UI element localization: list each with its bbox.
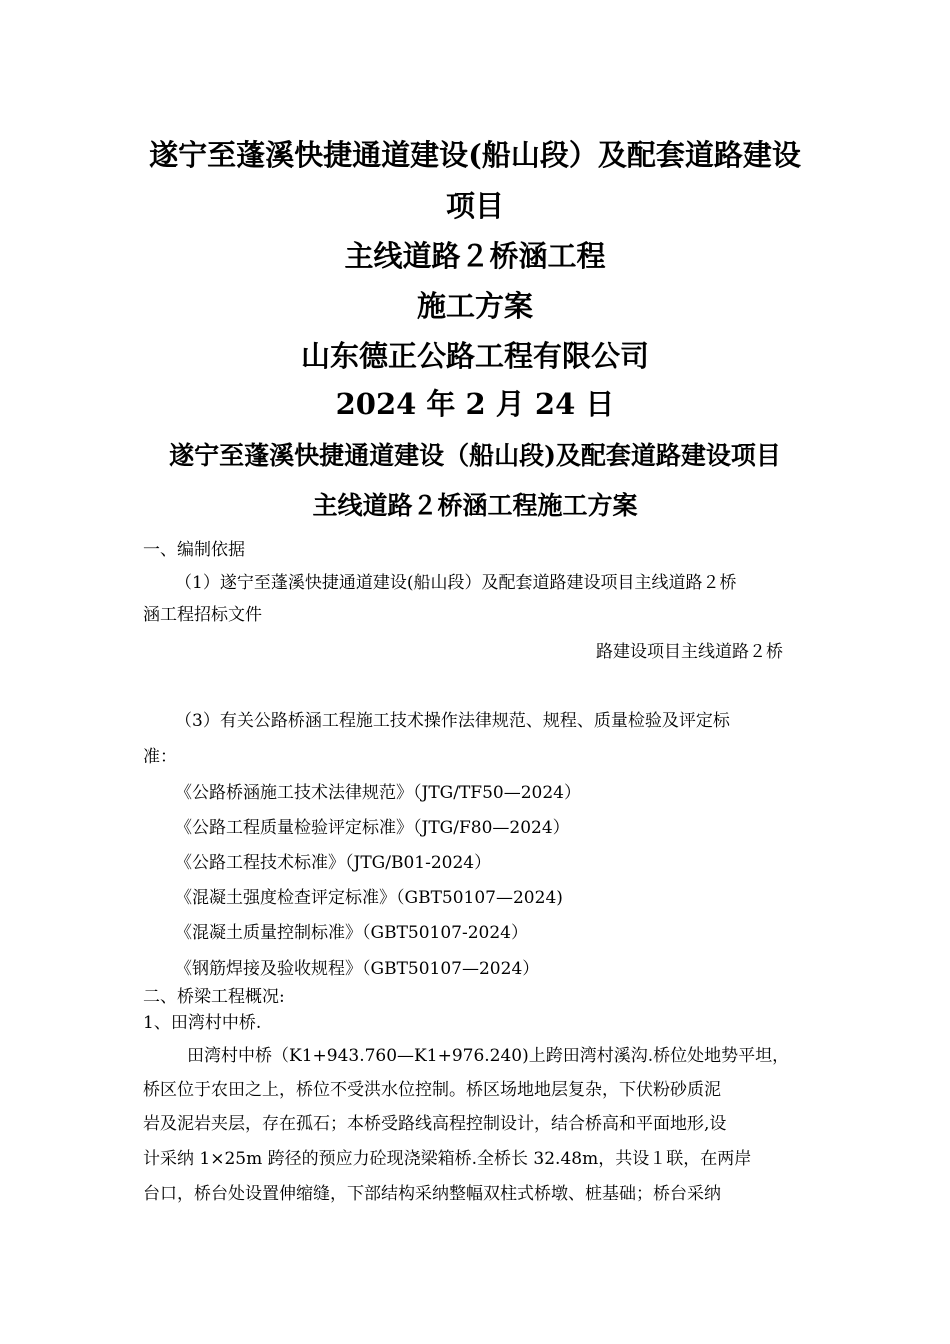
cover-title-line-2: 项目 bbox=[445, 189, 504, 223]
cover-title-line-3: 主线道路２桥涵工程 bbox=[344, 239, 606, 273]
bridge-paragraph-line: 台口，桥台处设置伸缩缝，下部结构采纳整幅双柱式桥墩、桩基础；桥台采纳 bbox=[143, 1184, 721, 1204]
basis-item-3-continued: 准： bbox=[143, 747, 177, 767]
standard-item: 《公路工程技术标准》（JTG/B01-2024） bbox=[175, 853, 492, 873]
standard-item: 《钢筋焊接及验收规程》（GBT50107—2024） bbox=[175, 959, 540, 979]
standard-item: 《公路工程质量检验评定标准》（JTG/F80—2024） bbox=[175, 818, 570, 838]
standard-item: 《混凝土质量控制标准》（GBT50107-2024） bbox=[175, 923, 528, 943]
bridge-paragraph-line: 田湾村中桥（K1+943.760—K1+976.240)上跨田湾村溪沟.桥位处地势平坦， bbox=[187, 1046, 790, 1066]
document-heading-line-2: 主线道路２桥涵工程施工方案 bbox=[312, 491, 638, 520]
basis-item-3-text: （3）有关公路桥涵工程施工技术操作法律规范、规程、质量检验及评定标 bbox=[175, 711, 730, 731]
section-2-title: 二、桥梁工程概况: bbox=[143, 987, 285, 1007]
section-1-title: 一、编制依据 bbox=[143, 540, 245, 560]
document-heading-line-1: 遂宁至蓬溪快捷通道建设（船山段)及配套道路建设项目 bbox=[169, 441, 781, 470]
cover-title-line-4: 施工方案 bbox=[416, 289, 533, 323]
cover-title-line-1: 遂宁至蓬溪快捷通道建设(船山段）及配套道路建设 bbox=[149, 138, 801, 172]
basis-item-1-continued-text: 涵工程招标文件 bbox=[143, 605, 262, 625]
standard-item: 《公路桥涵施工技术法律规范》（JTG/TF50—2024） bbox=[175, 783, 581, 803]
cover-company: 山东德正公路工程有限公司 bbox=[300, 339, 649, 373]
basis-item-1: （1）遂宁至蓬溪快捷通道建设(船山段）及配套道路建设项目主线道路２桥 bbox=[175, 573, 737, 593]
bridge-subheading: 1、田湾村中桥. bbox=[143, 1013, 262, 1033]
standard-item: 《混凝土强度检查评定标准》（GBT50107—2024) bbox=[175, 888, 563, 908]
bridge-paragraph-line: 桥区位于农田之上，桥位不受洪水位控制。桥区场地地层复杂，下伏粉砂质泥 bbox=[143, 1080, 721, 1100]
bridge-paragraph-line: 岩及泥岩夹层，存在孤石；本桥受路线高程控制设计，结合桥高和平面地形,设 bbox=[143, 1114, 727, 1134]
basis-item-1-continued-fragment bbox=[130, 599, 830, 625]
basis-item-3-fragment bbox=[130, 711, 830, 731]
cover-date: 2024 年 2 月 24 日 bbox=[335, 387, 615, 421]
basis-item-2-fragment: 路建设项目主线道路２桥 bbox=[596, 642, 783, 662]
bridge-paragraph-line: 计采纳 1×25m 跨径的预应力砼现浇梁箱桥.全桥长 32.48m，共设１联，在两岸 bbox=[143, 1149, 752, 1169]
